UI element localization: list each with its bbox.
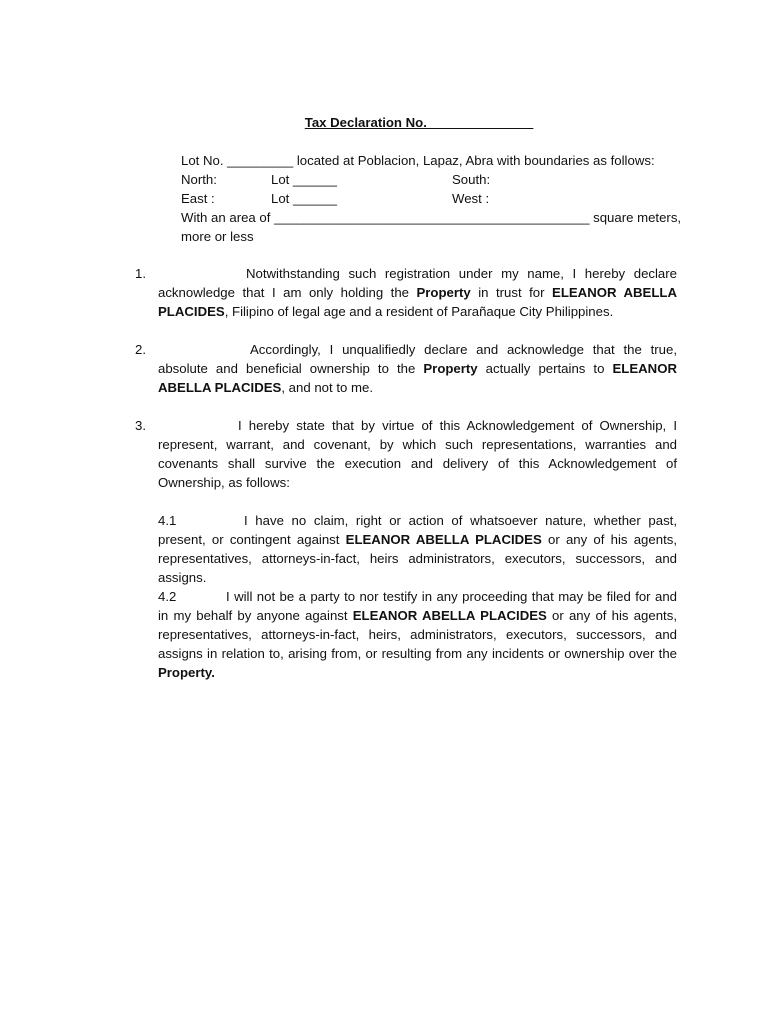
item-text: Notwithstanding such registration under my name, I hereby declare acknowledge that I am only holding the Property in trust for ELEANOR ABELLA PLACIDES, Filipino of legal age and a resident of Parañaque City Philippines. — [158, 266, 677, 319]
sub-item-4-1: 4.1 I have no claim, right or action of whatsoever nature, whether past, present, or contingent against ELEANOR ABELLA PLACIDES or any of his agents, representatives, attorneys-in-fact, heirs administrators, executors, successors, and assigns. — [158, 513, 677, 585]
sub-item-number: 4.1 — [158, 513, 177, 528]
beneficiary-name: ELEANOR ABELLA PLACIDES — [345, 532, 542, 547]
document-title: Tax Declaration No. ______________ — [304, 115, 534, 130]
item-number: 2. — [135, 342, 146, 357]
west-label: West : — [452, 191, 490, 206]
east-lot: Lot ______ — [271, 191, 338, 206]
sub-item-number: 4.2 — [158, 589, 177, 604]
declaration-item-2 — [0, 340, 768, 397]
area-line: With an area of ___________________________________________ square meters, — [181, 210, 682, 225]
declaration-item-3 — [0, 416, 768, 492]
lot-line: Lot No. _________ located at Poblacion, Lapaz, Abra with boundaries as follows: — [181, 153, 655, 168]
lot-description — [181, 151, 681, 246]
east-label: East : — [181, 191, 215, 206]
property-term: Property. — [158, 665, 215, 680]
beneficiary-name: ELEANOR ABELLA PLACIDES — [158, 285, 677, 319]
declaration-item-1 — [0, 264, 768, 321]
beneficiary-name: ELEANOR ABELLA PLACIDES — [352, 608, 547, 623]
item-number: 3. — [135, 418, 146, 433]
item-number: 1. — [135, 266, 146, 281]
south-label: South: — [452, 172, 491, 187]
sub-item-4-2: 4.2 I will not be a party to nor testify in any proceeding that may be filed for and in my behalf by anyone against ELEANOR ABELLA PLACIDES or any of his agents, representatives, attorneys-in-fact, heirs, administrators, executors, successors, and assigns in relation to, arising from, or resulting from any incidents or ownership over the Property. — [158, 589, 677, 680]
declaration-items — [0, 264, 768, 682]
north-label: North: — [181, 172, 217, 187]
item-text: I hereby state that by virtue of this Acknowledgement of Ownership, I represent, warrant, and covenant, by which such representations, warranties and covenants shall survive the execution and delivery of this Acknowledgement of Ownership, as follows: — [158, 418, 677, 490]
area-line-2: more or less — [181, 229, 254, 244]
boundary-row-east-west — [181, 189, 681, 208]
north-lot: Lot ______ — [271, 172, 338, 187]
property-term: Property — [423, 361, 478, 376]
item-text: Accordingly, I unqualifiedly declare and acknowledge that the true, absolute and beneficial ownership to the Property actually pertains to ELEANOR ABELLA PLACIDES, and not to me. — [158, 342, 677, 395]
beneficiary-name: ELEANOR ABELLA PLACIDES — [158, 361, 677, 395]
property-term: Property — [416, 285, 471, 300]
boundary-row-north-south — [181, 170, 681, 189]
